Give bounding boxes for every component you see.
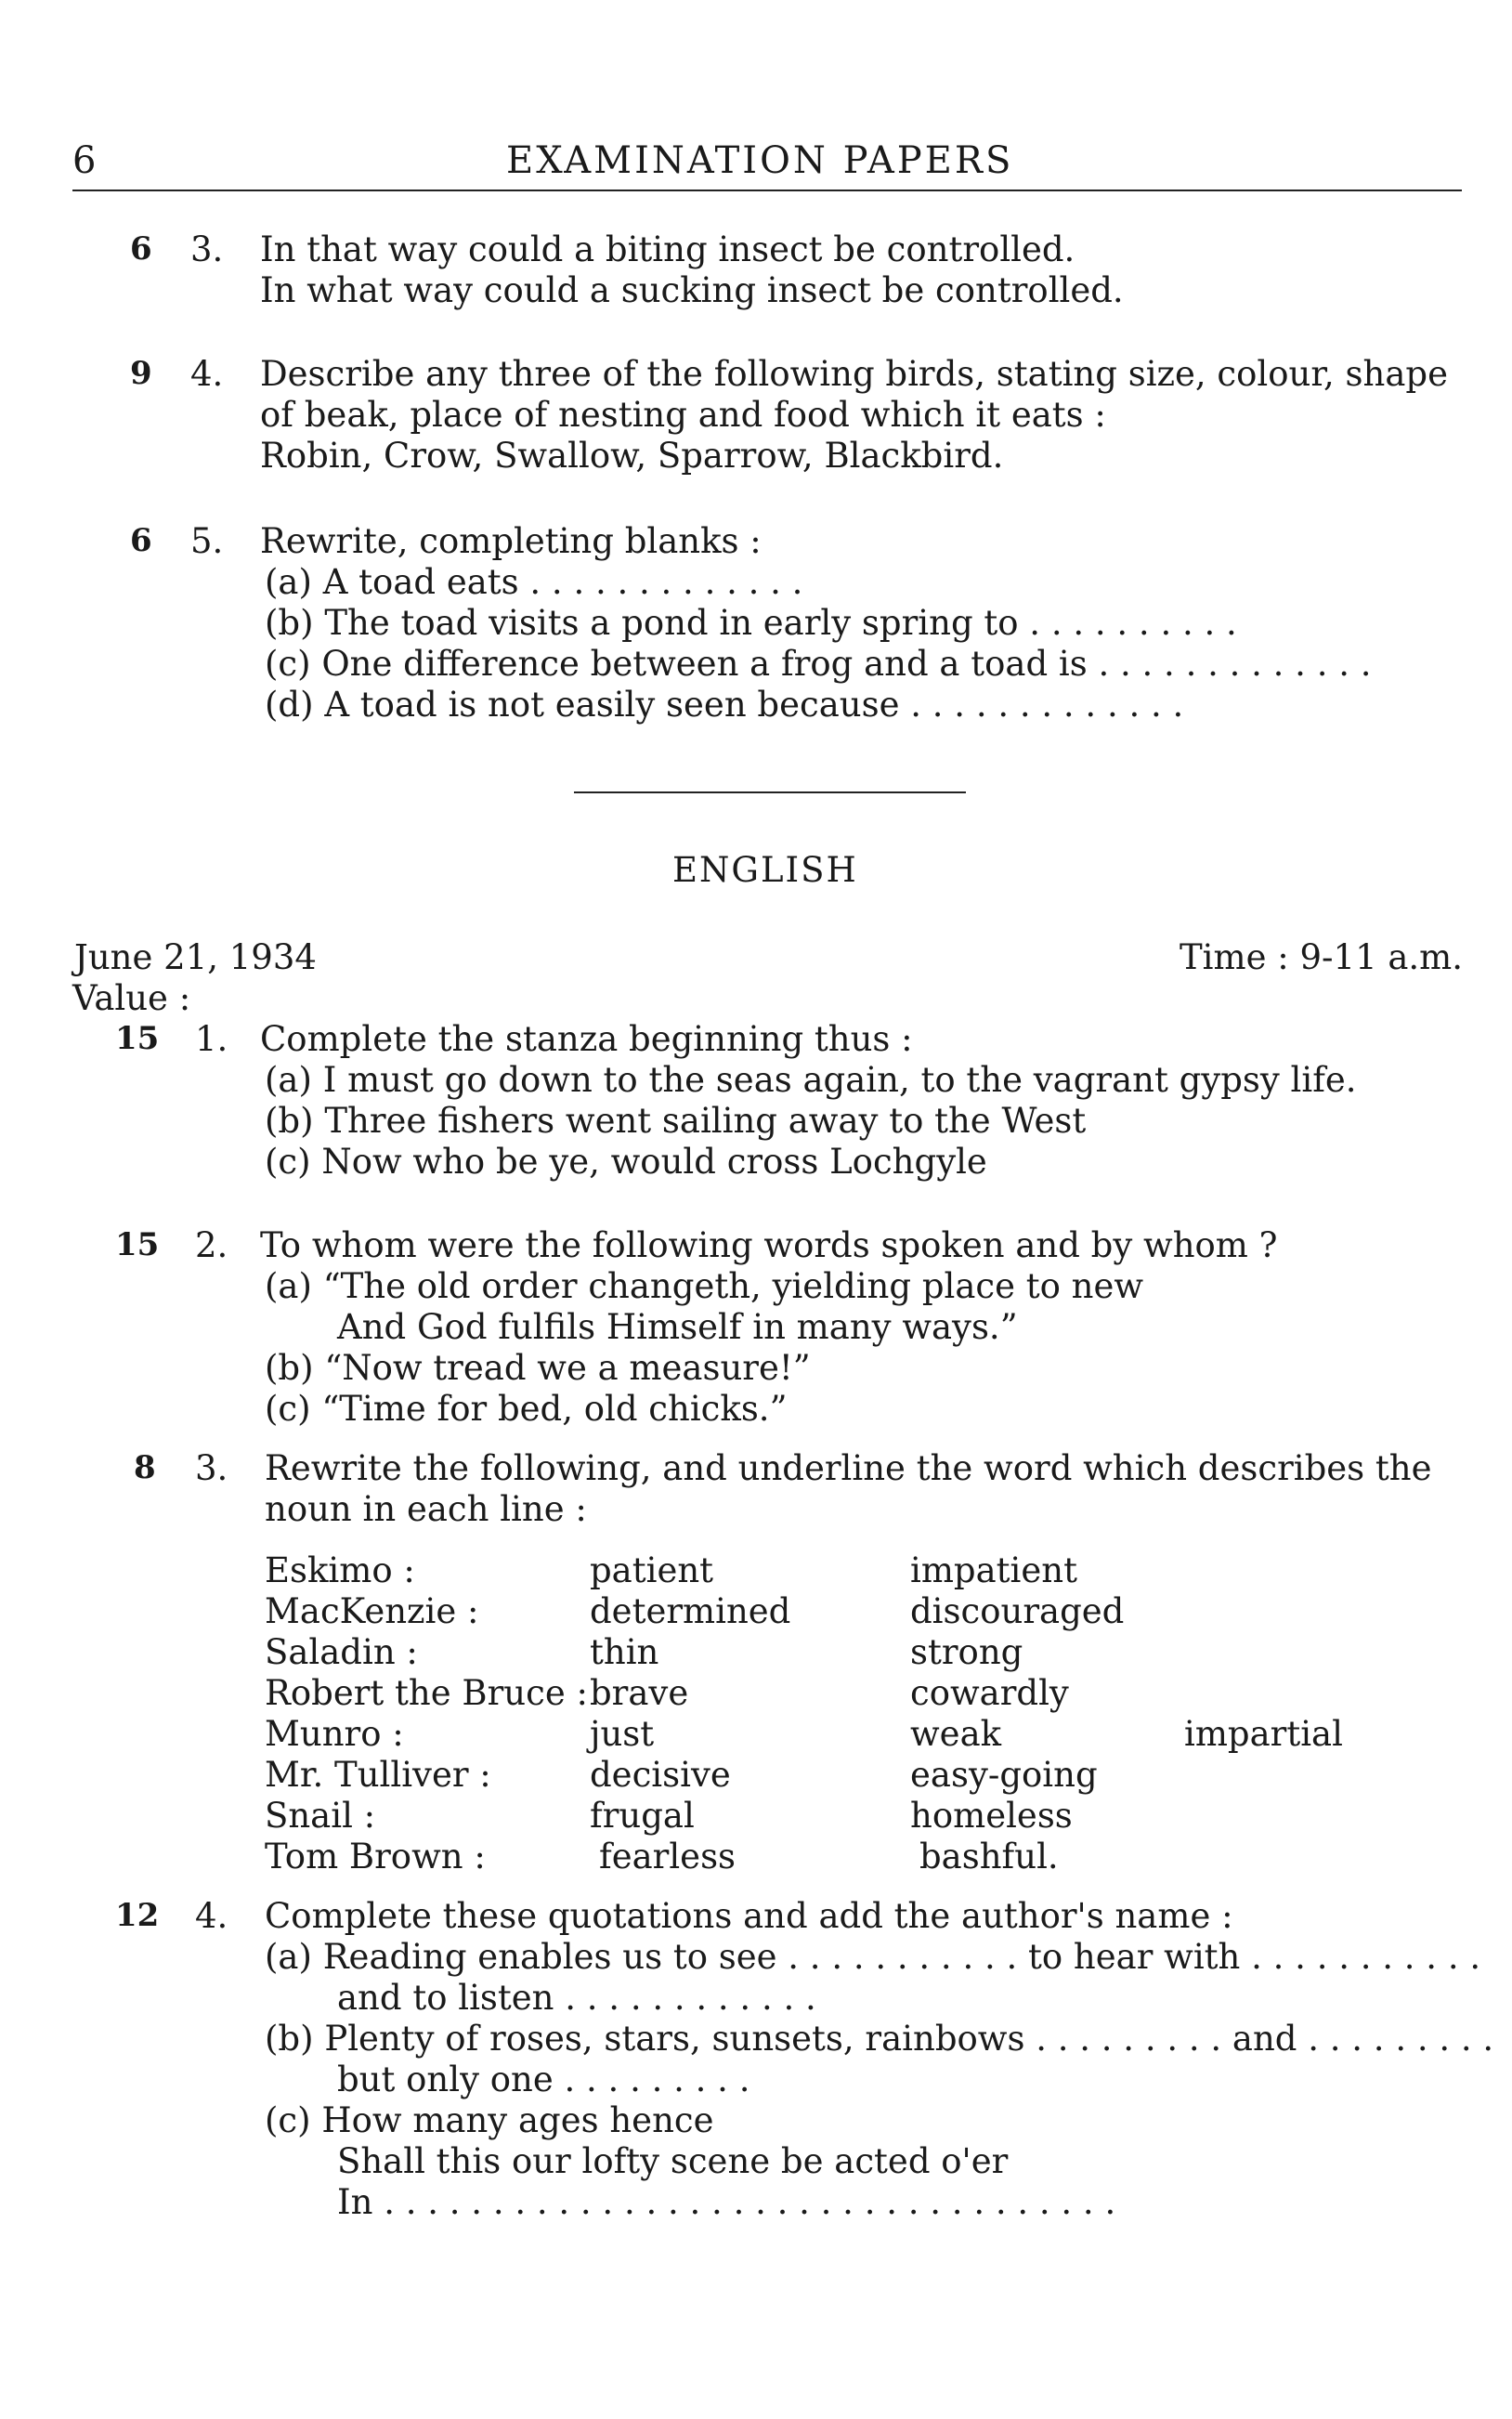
table-cell-name: Robert the Bruce : [265,1673,588,1713]
question-line: Robin, Crow, Swallow, Sparrow, Blackbird. [260,436,1004,476]
table-cell-name: Eskimo : [265,1550,415,1590]
question-mark-value: 15 [115,1020,160,1057]
header-rule [72,190,1462,191]
section-divider [574,791,966,793]
table-cell-word: impatient [910,1550,1077,1590]
question-line: of beak, place of nesting and food which it eats : [260,395,1106,435]
table-cell-word: thin [590,1632,659,1672]
question-number: 2. [195,1225,228,1265]
table-cell-name: Snail : [265,1796,376,1836]
quotation-item: (a) “The old order changeth, yielding place to new [265,1266,1144,1306]
question-number: 3. [195,1448,228,1488]
quotation-item: And God fulfils Himself in many ways.” [337,1307,1018,1347]
stanza-item: (c) Now who be ye, would cross Lochgyle [265,1142,987,1182]
question-mark-value: 15 [115,1226,160,1263]
question-line: noun in each line : [265,1489,587,1529]
question-mark-value: 8 [134,1449,156,1486]
blank-item: (a) A toad eats . . . . . . . . . . . . . [265,562,803,602]
table-cell-word: determined [590,1591,791,1631]
page-number: 6 [72,139,99,182]
table-cell-name: Saladin : [265,1632,418,1672]
question-intro: Complete the stanza beginning thus : [260,1019,913,1059]
question-mark-value: 6 [130,522,152,559]
quotation-line: but only one . . . . . . . . . [337,2059,750,2099]
quotation-item: (b) “Now tread we a measure!” [265,1348,811,1388]
question-intro: Complete these quotations and add the author's name : [265,1896,1233,1936]
question-intro: To whom were the following words spoken and by whom ? [260,1225,1278,1265]
question-intro: Rewrite, completing blanks : [260,521,762,561]
question-mark-value: 12 [115,1897,160,1934]
table-cell-word: cowardly [910,1673,1069,1713]
quotation-line: Shall this our lofty scene be acted o'er [337,2141,1009,2181]
table-cell-word: decisive [590,1755,731,1795]
table-cell-word: brave [590,1673,689,1713]
stanza-item: (b) Three fishers went sailing away to the West [265,1101,1087,1141]
quotation-item: (c) “Time for bed, old chicks.” [265,1389,788,1429]
table-cell-word: strong [910,1632,1023,1672]
table-cell-word: discouraged [910,1591,1125,1631]
exam-time: Time : 9-11 a.m. [1180,937,1464,977]
question-mark-value: 6 [130,230,152,268]
blank-item: (d) A toad is not easily seen because . . . . . . . . . . . . . [265,685,1184,725]
table-cell-name: Tom Brown : [265,1837,486,1876]
table-cell-word: homeless [910,1796,1073,1836]
stanza-item: (a) I must go down to the seas again, to the vagrant gypsy life. [265,1060,1357,1100]
question-number: 4. [195,1896,228,1936]
table-cell-word: easy-going [910,1755,1098,1795]
running-title: EXAMINATION PAPERS [506,139,1014,182]
table-cell-word: impartial [1184,1714,1343,1754]
quotation-line: (b) Plenty of roses, stars, sunsets, rainbows . . . . . . . . . and . . . . . . . . . [265,2019,1494,2059]
table-cell-word: weak [910,1714,1002,1754]
table-cell-word: patient [590,1550,714,1590]
table-cell-name: Mr. Tulliver : [265,1755,491,1795]
table-cell-word: fearless [599,1837,736,1876]
exam-date: June 21, 1934 [74,937,317,977]
table-cell-name: MacKenzie : [265,1591,479,1631]
table-cell-word: just [590,1714,655,1754]
quotation-line: In . . . . . . . . . . . . . . . . . . . . . . . . . . . . . . . . . . [337,2182,1116,2222]
quotation-line: (c) How many ages hence [265,2100,714,2140]
question-line: In that way could a biting insect be controlled. [260,229,1075,269]
question-number: 4. [190,354,224,394]
table-cell-word: bashful. [919,1837,1059,1876]
question-number: 3. [190,229,224,269]
value-label: Value : [72,978,191,1018]
question-line: Rewrite the following, and underline the word which describes the [265,1448,1432,1488]
section-title: ENGLISH [672,850,858,890]
question-number: 5. [190,521,224,561]
quotation-line: and to listen . . . . . . . . . . . . [337,1978,816,2018]
question-number: 1. [195,1019,228,1059]
table-cell-word: frugal [590,1796,695,1836]
question-line: In what way could a sucking insect be controlled. [260,270,1124,310]
question-mark-value: 9 [130,355,152,392]
blank-item: (c) One difference between a frog and a toad is . . . . . . . . . . . . . [265,644,1372,684]
question-line: Describe any three of the following birds, stating size, colour, shape [260,354,1448,394]
table-cell-name: Munro : [265,1714,404,1754]
quotation-line: (a) Reading enables us to see . . . . . . . . . . . to hear with . . . . . . . . . . . [265,1937,1481,1977]
blank-item: (b) The toad visits a pond in early spring to . . . . . . . . . . [265,603,1237,643]
